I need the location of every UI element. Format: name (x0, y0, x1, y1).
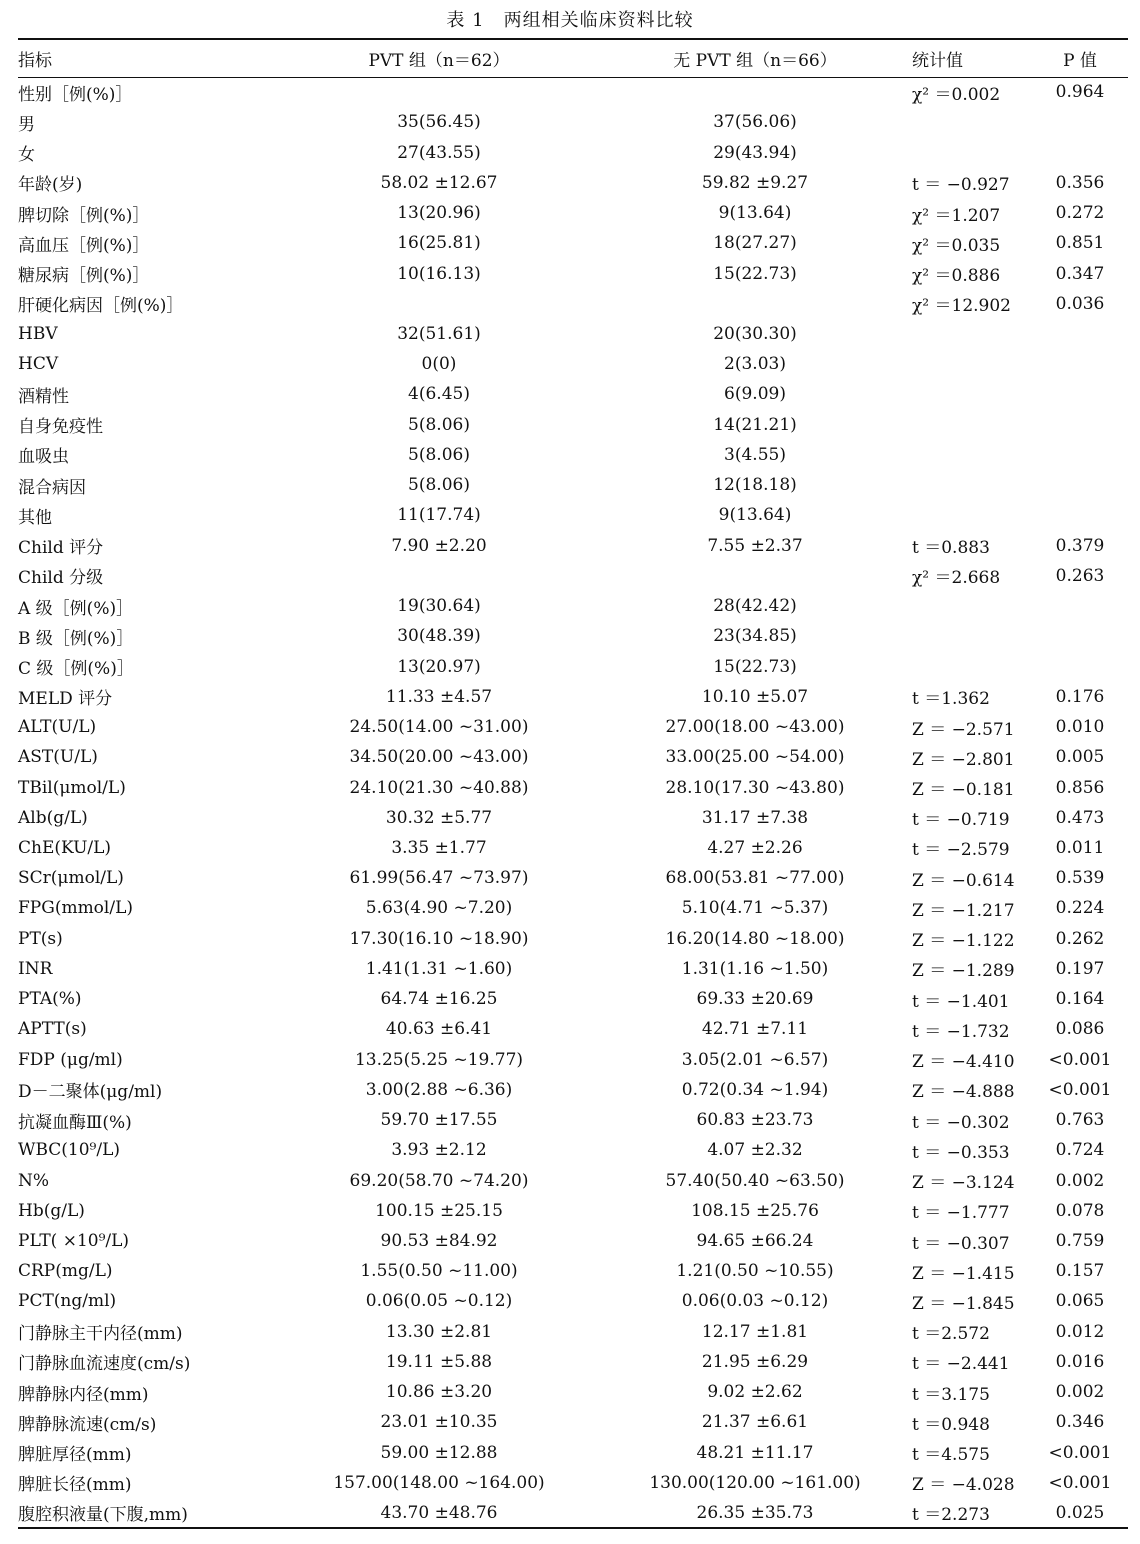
row-p-value: 0.347 (1055, 263, 1105, 284)
row-non-pvt-value: 60.83 ±23.73 (696, 1110, 814, 1131)
table-row (18, 561, 1128, 591)
row-statistic: t ＝0.883 (912, 538, 990, 559)
row-pvt-value: 69.20(58.70 ~74.20) (349, 1170, 529, 1191)
row-pvt-value: 3.93 ±2.12 (391, 1140, 487, 1161)
row-p-value (1032, 500, 1128, 530)
row-non-pvt-value: 23(34.85) (713, 626, 797, 647)
row-p-value: 0.078 (1055, 1200, 1105, 1221)
row-label: 门静脉血流速度(cm/s) (18, 1354, 191, 1375)
row-pvt-value: 43.70 ±48.76 (280, 1498, 598, 1528)
row-label: 男 (18, 114, 35, 135)
table-row (18, 1468, 1128, 1498)
row-label: 脾切除［例(%)］ (18, 205, 150, 226)
row-non-pvt-value: 20(30.30) (713, 323, 797, 344)
row-non-pvt-value: 21.37 ±6.61 (701, 1412, 809, 1433)
row-pvt-value: 40.63 ±6.41 (385, 1019, 493, 1040)
table-row (18, 198, 1128, 228)
row-p-value: 0.065 (1055, 1291, 1105, 1312)
table-row (18, 682, 1128, 712)
row-statistic: χ² ＝1.207 (912, 205, 1001, 226)
row-p-value (1032, 137, 1128, 167)
table-body (18, 77, 1128, 1528)
table-row (18, 772, 1128, 802)
row-label: 血吸虫 (18, 447, 69, 468)
row-pvt-value: 3.35 ±1.77 (391, 837, 487, 858)
row-statistic: Z ＝ −4.028 (912, 1475, 1015, 1496)
row-pvt-value: 5(8.06) (408, 444, 470, 465)
row-non-pvt-value: 18(27.27) (713, 233, 797, 254)
row-statistic: t ＝3.175 (912, 1384, 990, 1405)
row-statistic: χ² ＝0.886 (912, 266, 1001, 287)
table-row (18, 228, 1128, 258)
table-row (18, 893, 1128, 923)
table-row (18, 1317, 1128, 1347)
row-non-pvt-value: 1.31(1.16 ~1.50) (681, 958, 829, 979)
row-pvt-value: 0(0) (421, 354, 457, 375)
table-row (18, 863, 1128, 893)
row-label: C 级［例(%)］ (18, 659, 134, 680)
row-label: PLT( ×10⁹/L) (18, 1231, 130, 1252)
row-label: TBil(μmol/L) (18, 777, 126, 798)
row-label: ChE(KU/L) (18, 837, 112, 858)
row-non-pvt-value: 28.10(17.30 ~43.80) (665, 777, 845, 798)
row-p-value: 0.379 (1055, 535, 1105, 556)
row-non-pvt-value: 12.17 ±1.81 (701, 1321, 809, 1342)
table-row (18, 168, 1128, 198)
row-non-pvt-value: 0.72(0.34 ~1.94) (681, 1079, 829, 1100)
row-non-pvt-value: 27.00(18.00 ~43.00) (665, 717, 845, 738)
row-label: APTT(s) (18, 1019, 87, 1040)
row-statistic: Z ＝ −2.571 (912, 719, 1015, 740)
row-statistic (912, 319, 1032, 349)
row-p-value: 0.011 (1055, 837, 1105, 858)
row-non-pvt-value (598, 77, 912, 107)
row-pvt-value: 4(6.45) (408, 384, 470, 405)
row-non-pvt-value: 21.95 ±6.29 (701, 1351, 809, 1372)
row-pvt-value: 11.33 ±4.57 (385, 686, 493, 707)
row-statistic: t ＝2.572 (912, 1324, 990, 1345)
row-p-value: 0.197 (1055, 958, 1105, 979)
row-pvt-value: 34.50(20.00 ~43.00) (349, 747, 529, 768)
table-row (18, 470, 1128, 500)
row-non-pvt-value: 4.07 ±2.32 (707, 1140, 803, 1161)
row-pvt-value: 61.99(56.47 ~73.97) (349, 868, 529, 889)
row-statistic: t ＝ −2.579 (912, 840, 1010, 861)
row-label: 肝硬化病因［例(%)］ (18, 296, 184, 317)
row-statistic: t ＝1.362 (912, 689, 990, 710)
row-non-pvt-value: 57.40(50.40 ~63.50) (665, 1170, 845, 1191)
row-label: 其他 (18, 507, 52, 528)
row-pvt-value: 24.10(21.30 ~40.88) (349, 777, 529, 798)
row-label: 脾脏厚径(mm) (18, 1445, 132, 1466)
row-non-pvt-value: 1.21(0.50 ~10.55) (676, 1261, 834, 1282)
row-label: 酒精性 (18, 386, 69, 407)
table-row (18, 1377, 1128, 1407)
row-non-pvt-value: 9(13.64) (718, 203, 792, 224)
row-label: MELD 评分 (18, 689, 113, 710)
row-statistic: t ＝2.273 (912, 1498, 1032, 1528)
table-row (18, 319, 1128, 349)
row-pvt-value: 30.32 ±5.77 (385, 807, 493, 828)
header-p-value: P 值 (1032, 39, 1128, 77)
row-label: FPG(mmol/L) (18, 898, 134, 919)
row-non-pvt-value: 94.65 ±66.24 (696, 1231, 814, 1252)
row-pvt-value (280, 561, 598, 591)
row-label: 腹腔积液量(下腹,mm) (18, 1498, 280, 1528)
row-statistic: t ＝ −1.777 (912, 1203, 1010, 1224)
row-pvt-value: 27(43.55) (397, 142, 481, 163)
row-p-value (1032, 410, 1128, 440)
row-non-pvt-value: 59.82 ±9.27 (701, 172, 809, 193)
row-non-pvt-value: 5.10(4.71 ~5.37) (681, 898, 829, 919)
table-row (18, 440, 1128, 470)
row-pvt-value: 7.90 ±2.20 (391, 535, 487, 556)
table-title: 表 1 两组相关临床资料比较 (446, 10, 694, 31)
row-p-value: 0.759 (1055, 1231, 1105, 1252)
row-p-value: 0.539 (1055, 868, 1105, 889)
row-statistic: t ＝ −0.927 (912, 175, 1010, 196)
row-label: B 级［例(%)］ (18, 628, 134, 649)
row-non-pvt-value: 69.33 ±20.69 (696, 989, 814, 1010)
table-row (18, 1165, 1128, 1195)
row-p-value: 0.473 (1055, 807, 1105, 828)
row-p-value (1032, 349, 1128, 379)
row-statistic: χ² ＝0.002 (912, 84, 1001, 105)
row-statistic: t ＝4.575 (912, 1445, 990, 1466)
row-label: 性别［例(%)］ (18, 84, 133, 105)
row-pvt-value: 30(48.39) (397, 626, 481, 647)
row-label: 年龄(岁) (18, 175, 83, 196)
row-pvt-value: 64.74 ±16.25 (380, 989, 498, 1010)
row-statistic: χ² ＝2.668 (912, 568, 1001, 589)
table-row (18, 349, 1128, 379)
table-row (18, 77, 1128, 107)
row-p-value: <0.001 (1048, 1049, 1112, 1070)
row-pvt-value (280, 77, 598, 107)
row-statistic: t ＝ −1.732 (912, 1021, 1010, 1042)
row-label: N% (18, 1170, 50, 1191)
row-pvt-value: 13.25(5.25 ~19.77) (354, 1049, 524, 1070)
row-label: A 级［例(%)］ (18, 598, 134, 619)
row-statistic: Z ＝ −1.217 (912, 900, 1015, 921)
row-statistic: t ＝ −0.302 (912, 1112, 1010, 1133)
row-non-pvt-value: 6(9.09) (724, 384, 786, 405)
row-label: PCT(ng/ml) (18, 1291, 117, 1312)
row-pvt-value: 10(16.13) (397, 263, 481, 284)
row-p-value (1032, 621, 1128, 651)
row-pvt-value: 19(30.64) (397, 596, 481, 617)
row-pvt-value: 1.55(0.50 ~11.00) (360, 1261, 518, 1282)
row-pvt-value: 5.63(4.90 ~7.20) (365, 898, 513, 919)
row-p-value: 0.262 (1055, 928, 1105, 949)
row-pvt-value: 16(25.81) (397, 233, 481, 254)
row-p-value: 0.263 (1055, 565, 1105, 586)
row-pvt-value: 3.00(2.88 ~6.36) (365, 1079, 513, 1100)
table-row (18, 1135, 1128, 1165)
table-row (18, 289, 1128, 319)
row-non-pvt-value: 14(21.21) (713, 414, 797, 435)
row-p-value: 0.010 (1055, 717, 1105, 738)
row-p-value: 0.724 (1055, 1140, 1105, 1161)
table-row (18, 1498, 1128, 1528)
row-non-pvt-value: 48.21 ±11.17 (696, 1442, 814, 1463)
row-pvt-value: 59.70 ±17.55 (380, 1110, 498, 1131)
table-row (18, 984, 1128, 1014)
row-p-value: 0.012 (1055, 1321, 1105, 1342)
row-statistic (912, 621, 1032, 651)
row-non-pvt-value (598, 289, 912, 319)
row-label: 混合病因 (18, 477, 86, 498)
table-row (18, 621, 1128, 651)
row-p-value: 0.157 (1055, 1261, 1105, 1282)
row-statistic: Z ＝ −1.415 (912, 1263, 1015, 1284)
row-label: 抗凝血酶Ⅲ(%) (18, 1112, 132, 1133)
row-non-pvt-value: 37(56.06) (713, 112, 797, 133)
row-statistic: χ² ＝0.035 (912, 235, 1001, 256)
row-non-pvt-value: 33.00(25.00 ~54.00) (665, 747, 845, 768)
row-p-value: 0.002 (1055, 1382, 1105, 1403)
row-non-pvt-value: 29(43.94) (713, 142, 797, 163)
row-label: AST(U/L) (18, 747, 98, 768)
row-pvt-value: 5(8.06) (408, 475, 470, 496)
row-p-value: 0.016 (1055, 1351, 1105, 1372)
row-pvt-value: 1.41(1.31 ~1.60) (365, 958, 513, 979)
row-statistic (912, 410, 1032, 440)
row-pvt-value (280, 289, 598, 319)
row-pvt-value: 23.01 ±10.35 (380, 1412, 498, 1433)
table-row (18, 803, 1128, 833)
row-statistic: Z ＝ −1.122 (912, 931, 1015, 952)
table-row (18, 1045, 1128, 1075)
row-p-value (1032, 470, 1128, 500)
row-p-value: 0.856 (1055, 777, 1105, 798)
row-pvt-value: 58.02 ±12.67 (380, 172, 498, 193)
row-label: 脾静脉流速(cm/s) (18, 1414, 157, 1435)
row-non-pvt-value: 15(22.73) (713, 263, 797, 284)
row-label: CRP(mg/L) (18, 1261, 113, 1282)
row-label: 高血压［例(%)］ (18, 235, 150, 256)
row-statistic: t ＝ −0.307 (912, 1233, 1010, 1254)
row-p-value: 0.272 (1055, 203, 1105, 224)
row-label: Child 评分 (18, 538, 104, 559)
row-statistic (912, 137, 1032, 167)
row-statistic (912, 591, 1032, 621)
row-pvt-value: 13(20.96) (397, 203, 481, 224)
row-non-pvt-value: 2(3.03) (724, 354, 786, 375)
row-non-pvt-value (598, 561, 912, 591)
table-row (18, 1347, 1128, 1377)
row-pvt-value: 13(20.97) (397, 656, 481, 677)
header-statistic: 统计值 (912, 39, 1032, 77)
row-non-pvt-value: 9.02 ±2.62 (707, 1382, 803, 1403)
row-label: Alb(g/L) (18, 807, 88, 828)
table-row (18, 954, 1128, 984)
table-row (18, 591, 1128, 621)
row-pvt-value: 157.00(148.00 ~164.00) (333, 1472, 545, 1493)
row-p-value: 0.763 (1055, 1110, 1105, 1131)
row-non-pvt-value: 4.27 ±2.26 (707, 837, 803, 858)
row-statistic: t ＝ −2.441 (912, 1354, 1010, 1375)
row-p-value: 0.346 (1055, 1412, 1105, 1433)
table-row (18, 1196, 1128, 1226)
table-row (18, 1256, 1128, 1286)
row-p-value (1032, 591, 1128, 621)
row-non-pvt-value: 15(22.73) (713, 656, 797, 677)
table-row (18, 1075, 1128, 1105)
row-non-pvt-value: 68.00(53.81 ~77.00) (665, 868, 845, 889)
row-label: 脾脏长径(mm) (18, 1475, 132, 1496)
table-row (18, 137, 1128, 167)
row-p-value: 0.176 (1055, 686, 1105, 707)
row-p-value: <0.001 (1048, 1079, 1112, 1100)
row-statistic (912, 500, 1032, 530)
row-non-pvt-value: 10.10 ±5.07 (701, 686, 809, 707)
row-statistic: Z ＝ −1.289 (912, 961, 1015, 982)
row-statistic: Z ＝ −4.888 (912, 1082, 1015, 1103)
clinical-comparison-table (18, 38, 1128, 1529)
row-statistic (912, 349, 1032, 379)
row-p-value: 0.036 (1055, 293, 1105, 314)
table-row (18, 1014, 1128, 1044)
row-label: 自身免疫性 (18, 417, 103, 438)
row-p-value (1032, 651, 1128, 681)
row-label: PT(s) (18, 928, 63, 949)
row-statistic: Z ＝ −2.801 (912, 749, 1015, 770)
row-pvt-value: 100.15 ±25.15 (375, 1200, 503, 1221)
row-pvt-value: 10.86 ±3.20 (385, 1382, 493, 1403)
table-row (18, 1286, 1128, 1316)
row-statistic (912, 107, 1032, 137)
row-non-pvt-value: 130.00(120.00 ~161.00) (649, 1472, 861, 1493)
table-row (18, 107, 1128, 137)
row-label: 门静脉主干内径(mm) (18, 1324, 183, 1345)
table-header-row (18, 39, 1128, 77)
row-pvt-value: 59.00 ±12.88 (380, 1442, 498, 1463)
row-p-value: 0.356 (1055, 172, 1105, 193)
table-row (18, 1226, 1128, 1256)
row-pvt-value: 11(17.74) (397, 505, 481, 526)
row-pvt-value: 17.30(16.10 ~18.90) (349, 928, 529, 949)
row-statistic: Z ＝ −0.614 (912, 870, 1015, 891)
row-non-pvt-value: 108.15 ±25.76 (691, 1200, 819, 1221)
row-pvt-value: 90.53 ±84.92 (380, 1231, 498, 1252)
table-row (18, 531, 1128, 561)
table-row (18, 833, 1128, 863)
row-p-value (1032, 379, 1128, 409)
row-label: 糖尿病［例(%)］ (18, 266, 150, 287)
table-row (18, 712, 1128, 742)
header-indicator: 指标 (18, 39, 280, 77)
row-pvt-value: 19.11 ±5.88 (385, 1351, 493, 1372)
row-label: INR (18, 958, 53, 979)
row-p-value: 0.002 (1055, 1170, 1105, 1191)
row-pvt-value: 24.50(14.00 ~31.00) (349, 717, 529, 738)
row-statistic: t ＝ −0.353 (912, 1142, 1010, 1163)
row-non-pvt-value: 31.17 ±7.38 (701, 807, 809, 828)
row-label: D－二聚体(μg/ml) (18, 1082, 163, 1103)
row-label: SCr(μmol/L) (18, 868, 124, 889)
row-statistic (912, 440, 1032, 470)
table-row (18, 651, 1128, 681)
table-row (18, 410, 1128, 440)
row-pvt-value: 0.06(0.05 ~0.12) (365, 1291, 513, 1312)
row-statistic: Z ＝ −1.845 (912, 1293, 1015, 1314)
row-label: ALT(U/L) (18, 717, 97, 738)
row-pvt-value: 35(56.45) (397, 112, 481, 133)
row-p-value: 0.164 (1055, 989, 1105, 1010)
row-statistic (912, 470, 1032, 500)
row-label: 脾静脉内径(mm) (18, 1384, 149, 1405)
table-row (18, 500, 1128, 530)
row-statistic: t ＝ −0.719 (912, 810, 1010, 831)
row-non-pvt-value: 16.20(14.80 ~18.00) (665, 928, 845, 949)
row-statistic (912, 651, 1032, 681)
row-label: WBC(10⁹/L) (18, 1140, 121, 1161)
row-p-value: <0.001 (1048, 1472, 1112, 1493)
table-row (18, 742, 1128, 772)
row-statistic: t ＝ −1.401 (912, 991, 1010, 1012)
row-non-pvt-value: 12(18.18) (713, 475, 797, 496)
row-statistic: t ＝0.948 (912, 1414, 990, 1435)
row-label: HBV (18, 323, 58, 344)
table-row (18, 1438, 1128, 1468)
row-non-pvt-value: 9(13.64) (718, 505, 792, 526)
row-non-pvt-value: 28(42.42) (713, 596, 797, 617)
row-p-value (1032, 440, 1128, 470)
table-row (18, 924, 1128, 954)
row-p-value: 0.964 (1055, 82, 1105, 103)
row-p-value: 0.851 (1055, 233, 1105, 254)
table-row (18, 1407, 1128, 1437)
table-row (18, 379, 1128, 409)
row-statistic: Z ＝ −4.410 (912, 1052, 1015, 1073)
row-statistic: χ² ＝12.902 (912, 296, 1012, 317)
row-p-value (1032, 319, 1128, 349)
row-non-pvt-value: 0.06(0.03 ~0.12) (681, 1291, 829, 1312)
row-label: PTA(%) (18, 989, 82, 1010)
row-label: FDP (μg/ml) (18, 1049, 123, 1070)
row-pvt-value: 32(51.61) (397, 323, 481, 344)
row-label: HCV (18, 354, 59, 375)
row-statistic: Z ＝ −0.181 (912, 780, 1015, 800)
row-non-pvt-value: 26.35 ±35.73 (598, 1498, 912, 1528)
row-pvt-value: 5(8.06) (408, 414, 470, 435)
row-non-pvt-value: 3(4.55) (724, 444, 786, 465)
table-row (18, 1105, 1128, 1135)
row-statistic (912, 379, 1032, 409)
row-p-value (1032, 107, 1128, 137)
row-label: Child 分级 (18, 568, 104, 589)
row-p-value: 0.005 (1055, 747, 1105, 768)
header-non-pvt-group: 无 PVT 组（n＝66） (598, 39, 912, 77)
row-label: Hb(g/L) (18, 1200, 85, 1221)
header-pvt-group: PVT 组（n＝62） (280, 39, 598, 77)
row-non-pvt-value: 42.71 ±7.11 (701, 1019, 809, 1040)
row-non-pvt-value: 7.55 ±2.37 (707, 535, 803, 556)
row-p-value: 0.086 (1055, 1019, 1105, 1040)
row-p-value: <0.001 (1048, 1442, 1112, 1463)
row-pvt-value: 13.30 ±2.81 (385, 1321, 493, 1342)
row-statistic: Z ＝ −3.124 (912, 1173, 1015, 1194)
row-p-value: 0.224 (1055, 898, 1105, 919)
row-label: 女 (18, 145, 35, 166)
table-row (18, 258, 1128, 288)
row-p-value: 0.025 (1032, 1498, 1128, 1528)
row-non-pvt-value: 3.05(2.01 ~6.57) (681, 1049, 829, 1070)
